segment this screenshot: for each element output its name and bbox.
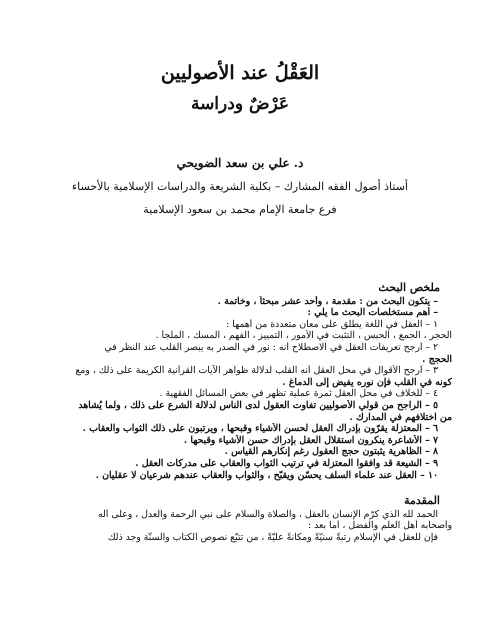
paper-subtitle: عَرْضٌ ودراسة [190,94,290,114]
intro-heading: المقدمة [404,494,440,508]
intro-text [28,509,452,544]
abstract-line: ٥ – الراجح من قولي الأصوليين تفاوت العقول لدى الناس لدلالة الشرع على ذلك ، ولما يُشاهد [78,399,438,411]
abstract-line: ٣ – أرجح الأقوال في محل العقل أنه القلب لدلالة ظواهر الآيات القرآنية الكريمة على ذلك ، ومع [75,365,438,377]
intro-line: الحمد لله الذي كرّم الإنسان بالعقل ، والصلاة والسلام على نبي الرحمة والعدل ، وعلى آله [97,508,438,520]
abstract-line: ٦ – المعتزلة يقرّون بإدراك العقل لحسن الأشياء وقبحها ، ويرتبون على ذلك الثواب والعقاب . [82,423,438,435]
abstract-line: ٧ – الأشاعرة ينكرون استقلال العقل بإدراك حسن الأشياء وقبحها . [183,434,438,446]
abstract-line: – يتكون البحث من : مقدمة ، وأحد عشر مبحثاً ، وخاتمة . [217,295,438,307]
author-affiliation-line1: أستاذ أصول الفقه المشارك – بكلية الشريعة والدراسات الإسلامية بالأحساء [71,180,408,193]
abstract-line: كونه في القلب فإن نوره يفيض إلى الدماغ . [282,376,452,388]
abstract-line: – أهم مستخلصات البحث ما يلي : [307,307,438,319]
abstract-line: ١ – العقل في اللغة يطلق على معان متعددة من أهمها : [226,318,438,330]
abstract-line: من اختلافهم في المدارك . [349,411,452,423]
author-affiliation-line2: فرع جامعة الإمام محمد بن سعود الإسلامية [143,203,337,216]
abstract-line: ٢ – أرجح تعريفات العقل في الاصطلاح أنه : نور في الصدر به يبصر القلب عند النظر في [104,341,438,353]
abstract-line: ٤ – للخلاف في محل العقل ثمرة عملية تظهر في بعض المسائل الفقهية . [159,388,438,400]
abstract-line: ٨ – الظاهرية يثبتون حجج العقول رغم إنكارهم القياس . [224,446,438,458]
abstract-line: ٩ – الشيعة قد وافقوا المعتزلة في ترتيب الثواب والعقاب على مدركات العقل . [135,457,438,469]
abstract-text [28,296,452,482]
intro-line: وأصحابه أهل العلم والفضل ، أما بعد : [308,520,452,532]
abstract-line: الحجر ، الجمع ، الحبس ، التثبت في الأمور ، التمييز ، الفهم ، المسك ، الملجأ . [155,330,452,342]
paper-body [28,282,452,543]
abstract-line: ١٠ – العقل عند علماء السلف يحسّن ويقبّح ، والثواب والعقاب عندهم شرعيان لا عقليان . [95,469,438,481]
abstract-line: الحجج . [422,353,452,365]
paper-title: العَقْلُ عند الأصوليين [160,62,320,84]
abstract-heading: ملخص البحث [378,281,440,294]
intro-line: فإن للعقل في الإسلام رتبةً سنيّةً ومكانةً عليّةً ، من تتبّع نصوص الكتاب والسنّة وجد ذلك [107,531,438,543]
author-name: د. علي بن سعد الضويحي [176,156,304,170]
